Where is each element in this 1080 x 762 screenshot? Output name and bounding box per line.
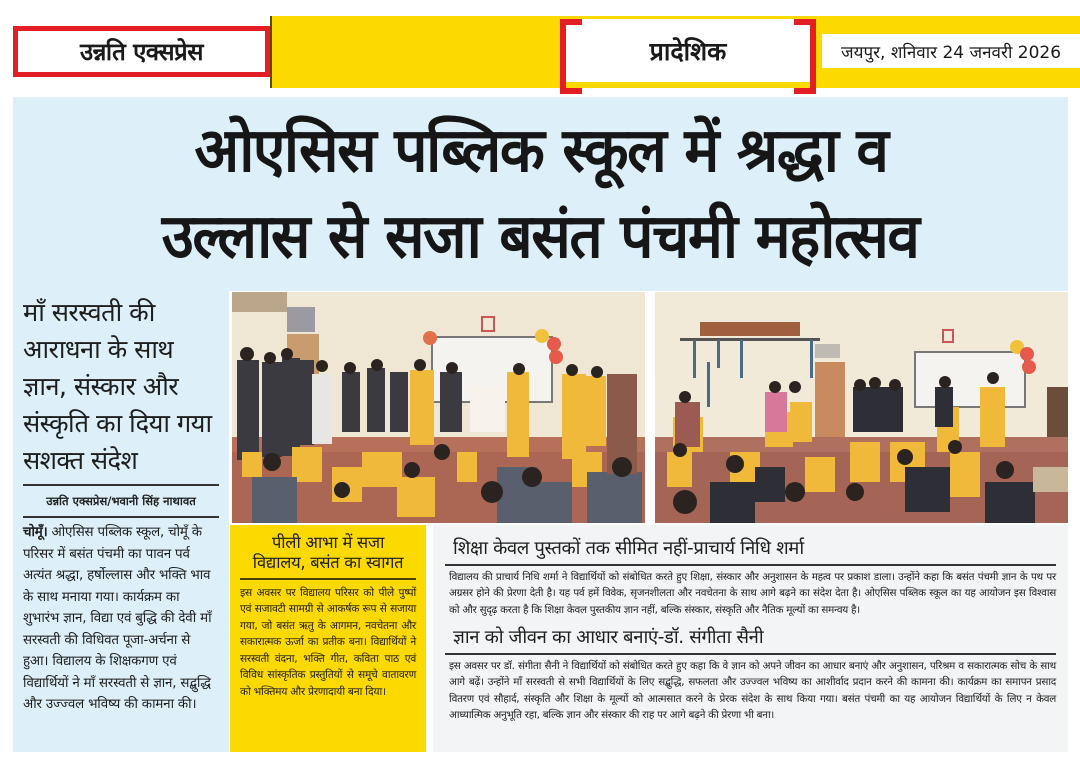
highlight-title-line-2: विद्यालय, बसंत का स्वागत <box>252 553 404 572</box>
divider <box>445 653 1056 655</box>
byline: उन्नति एक्सप्रेस/भवानी सिंह नाथावत <box>46 494 196 508</box>
photo-image-icon <box>232 292 645 523</box>
dateline: जयपुर, शनिवार 24 जनवरी 2026 <box>822 34 1080 68</box>
dateline-place: चोमूँ। <box>23 525 48 540</box>
event-photo-2 <box>655 292 1068 523</box>
event-photo-1 <box>232 292 645 523</box>
section-2-body: इस अवसर पर डॉ. संगीता सैनी ने विद्यार्थियों को संबोधित करते हुए कहा कि वे ज्ञान को अपने जीवन का आधार बनाएं और अनुशासन, परिश्रम व सकारात्मक सोच के साथ आगे बढ़ें। उन्होंने माँ सरस्वती से सभी विद्यार्थियों के लिए सद्बुद्धि, सफलता और उज्ज्वल भविष्य का आशीर्वाद प्रदान करने की कामना की। कार्यक्रम का समापन प्रसाद वितरण एवं सौहार्द, संस्कृति और शिक्षा के मूल्यों को आत्मसात करने के प्रेरक संदेश के साथ किया गया। बसंत पंचमी का यह आयोजन विद्यार्थियों के लिए न केवल आध्यात्मिक अनुभूति रहा, बल्कि ज्ञान और संस्कार की राह पर आगे बढ़ने की प्रेरणा भी बना। <box>449 659 1056 721</box>
headline-panel <box>13 97 1068 291</box>
publication-name: उन्नति एक्सप्रेस <box>18 31 265 72</box>
divider <box>23 484 219 486</box>
section-1-body: विद्यालय की प्राचार्य निधि शर्मा ने विद्यार्थियों को संबोधित करते हुए शिक्षा, संस्कार और अनुशासन के महत्व पर प्रकाश डाला। उन्होंने कहा कि बसंत पंचमी ज्ञान के पथ पर अग्रसर होने की प्रेरणा देती है। यह पर्व हमें विवेक, सृजनशीलता और नवचेतना के साथ आगे बढ़ने का संदेश देता है। ओएसिस पब्लिक स्कूल का यह आयोजन इस विश्वास को और सुदृढ़ करता है कि शिक्षा केवल पुस्तकीय ज्ञान नहीं, बल्कि संस्कार, संस्कृति और नैतिक मूल्यों का समन्वय है। <box>449 570 1056 616</box>
lead-body-text: ओएसिस पब्लिक स्कूल, चोमूँ के परिसर में बसंत पंचमी का पावन पर्व अत्यंत श्रद्धा, हर्षोल्लास और भक्ति भाव के साथ मनाया गया। कार्यक्रम का शुभारंभ ज्ञान, विद्या एवं बुद्धि की देवी माँ सरस्वती की विधिवत पूजा-अर्चना से हुआ। विद्यालय के शिक्षकगण एवं विद्यार्थियों ने माँ सरस्वती से ज्ञान, सद्बुद्धि और उज्ज्वल भविष्य की कामना की। <box>23 525 212 712</box>
left-column <box>13 291 229 752</box>
headline-line-2: उल्लास से सजा बसंत पंचमी महोत्सव <box>162 201 919 272</box>
section-label: प्रादेशिक <box>560 19 816 82</box>
divider <box>240 578 416 580</box>
section-1-title: शिक्षा केवल पुस्तकों तक सीमित नहीं-प्राचार्य निधि शर्मा <box>453 538 804 559</box>
publication-logo <box>13 26 270 77</box>
section-2-title: ज्ञान को जीवन का आधार बनाएं-डॉ. संगीता सैनी <box>453 627 764 648</box>
divider <box>445 564 1056 566</box>
sub-headline: माँ सरस्वती की आराधना के साथ ज्ञान, संस्कार और संस्कृति का दिया गया सशक्त संदेश <box>23 298 212 476</box>
highlight-title-line-1: पीली आभा में सजा <box>271 533 385 552</box>
headline-line-1: ओएसिस पब्लिक स्कूल में श्रद्धा व <box>193 115 888 186</box>
photo-image-icon <box>655 292 1068 523</box>
highlight-body: इस अवसर पर विद्यालय परिसर को पीले पुष्पों एवं सजावटी सामग्री से आकर्षक रूप से सजाया गया, जो बसंत ऋतु के आगमन, नवचेतना और सकारात्मक ऊर्जा का प्रतीक बना। विद्यार्थियों ने सरस्वती वंदना, भक्ति गीत, कविता पाठ एवं विविध सांस्कृतिक प्रस्तुतियों से समूचे वातावरण को भक्तिमय और प्रेरणादायी बना दिया। <box>240 586 416 698</box>
right-article <box>433 525 1068 752</box>
highlight-box <box>230 525 426 752</box>
lead-paragraph <box>23 522 219 716</box>
divider <box>23 516 219 518</box>
